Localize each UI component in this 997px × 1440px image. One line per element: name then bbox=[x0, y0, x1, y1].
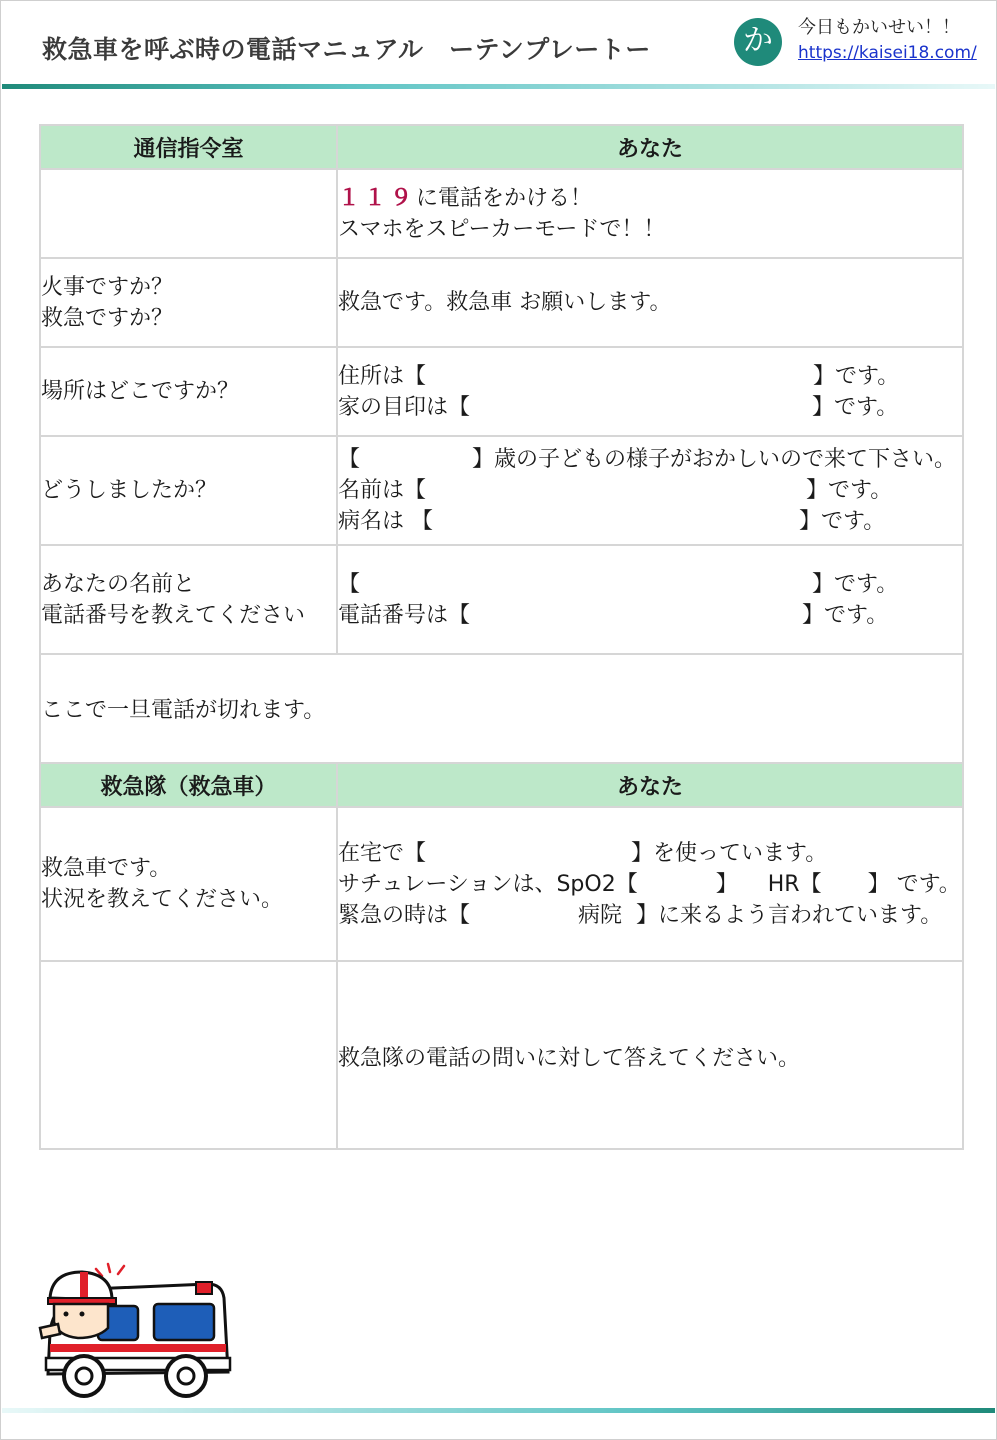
table-cell-question: 場所はどこですか？ bbox=[40, 347, 337, 436]
site-tagline: 今日もかいせい！！ bbox=[798, 17, 960, 38]
table-cell-notice: ここで一旦電話が切れます。 bbox=[40, 654, 963, 763]
table-cell-question: どうしましたか？ bbox=[40, 436, 337, 545]
table-cell-answer: 【 】です。 電話番号は【 】です。 bbox=[337, 545, 963, 654]
column-header-you: あなた bbox=[337, 763, 963, 807]
table-row bbox=[40, 807, 963, 961]
table-header-row bbox=[40, 125, 963, 169]
table-cell-question: あなたの名前と 電話番号を教えてください bbox=[40, 545, 337, 654]
table-row bbox=[40, 436, 963, 545]
table-row bbox=[40, 169, 963, 258]
manual-table bbox=[39, 124, 964, 1150]
table-cell-question: 救急車です。 状況を教えてください。 bbox=[40, 807, 337, 961]
table-row bbox=[40, 961, 963, 1149]
table-cell-empty bbox=[40, 169, 337, 258]
site-logo-icon: か bbox=[734, 18, 782, 66]
table-row bbox=[40, 347, 963, 436]
column-header-dispatch: 通信指令室 bbox=[40, 125, 337, 169]
table-header-row bbox=[40, 763, 963, 807]
header-divider bbox=[2, 84, 995, 89]
site-url-link[interactable]: https://kaisei18.com/ bbox=[798, 43, 977, 63]
table-row bbox=[40, 258, 963, 347]
table-cell-answer: 【 】歳の子どもの様子がおかしいので来て下さい。 名前は【 】です。 病名は 【 】です。 bbox=[337, 436, 963, 545]
table-cell-answer: 救急隊の電話の問いに対して答えてください。 bbox=[337, 961, 963, 1149]
table-row bbox=[40, 545, 963, 654]
table-cell-empty bbox=[40, 961, 337, 1149]
table-cell-answer: 在宅で【 】を使っています。 サチュレーションは、SpO2【 】 HR【 】 です。 緊急の時は【 病院 】に来るよう言われています。 bbox=[337, 807, 963, 961]
emergency-number: １１９ bbox=[338, 185, 417, 211]
page-title: 救急車を呼ぶ時の電話マニュアル ーテンプレートー bbox=[42, 35, 651, 64]
table-cell-answer: 住所は【 】です。 家の目印は【 】です。 bbox=[337, 347, 963, 436]
table-cell-call-119: １１９に電話をかける！ スマホをスピーカーモードで！！ bbox=[337, 169, 963, 258]
table-cell-answer: 救急です。救急車 お願いします。 bbox=[337, 258, 963, 347]
table-cell-question: 火事ですか？ 救急ですか？ bbox=[40, 258, 337, 347]
column-header-ambulance-crew: 救急隊（救急車） bbox=[40, 763, 337, 807]
table-row bbox=[40, 654, 963, 763]
ambulance-illustration-icon bbox=[38, 1262, 233, 1402]
column-header-you: あなた bbox=[337, 125, 963, 169]
footer-divider bbox=[2, 1408, 995, 1413]
